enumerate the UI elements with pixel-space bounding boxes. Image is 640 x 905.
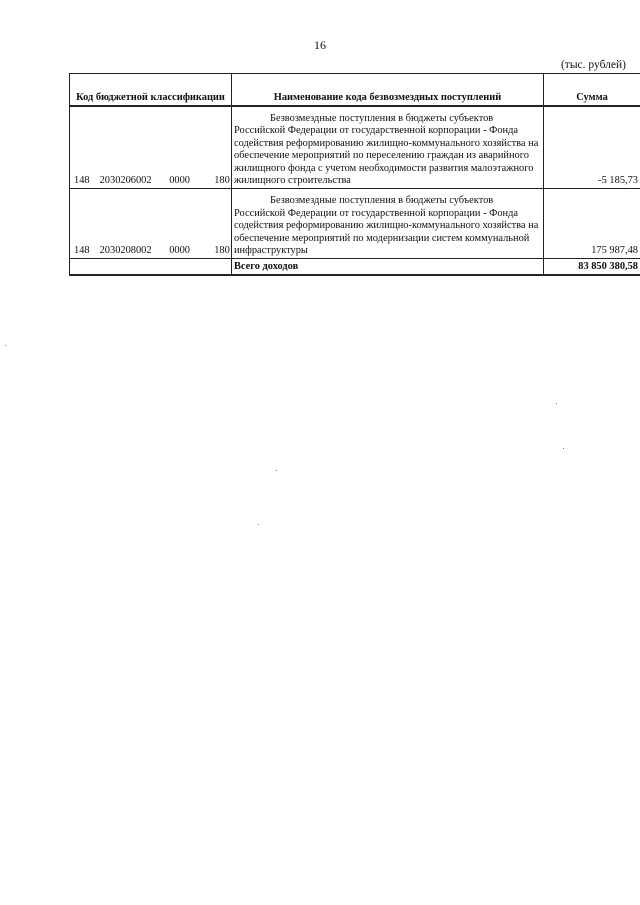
header-name: Наименование кода безвозмездных поступлений (232, 74, 544, 107)
code-type: 2030208002 (99, 245, 152, 257)
table-header-row (70, 74, 640, 107)
total-sum: 83 850 380,58 (544, 259, 640, 276)
code-kosgu: 180 (214, 175, 230, 187)
revenue-name-text: Безвозмездные поступления в бюджеты субъектов Российской Федерации от государственной корпорации - Фонда содействия реформированию жилищно-коммунального хозяйства на обеспечение мероприятий по переселению граждан из аварийного жилищного фонда с учетом необходимости развития малоэтажного жилищного строительства (234, 113, 539, 187)
budget-code-cell (70, 189, 232, 259)
scan-speck (556, 403, 557, 404)
code-program: 0000 (169, 245, 190, 257)
header-sum: Сумма (544, 74, 640, 107)
code-admin: 148 (74, 245, 90, 257)
scan-speck (563, 448, 564, 449)
revenue-name-cell (232, 106, 544, 189)
header-code: Код бюджетной классификации (70, 74, 232, 107)
revenue-sum-cell: -5 185,73 (544, 106, 640, 189)
scan-speck (258, 524, 259, 525)
budget-code-cell (70, 106, 232, 189)
code-admin: 148 (74, 175, 90, 187)
scan-speck (5, 345, 6, 346)
revenue-name-text: Безвозмездные поступления в бюджеты субъектов Российской Федерации от государственной корпорации - Фонда содействия реформированию жилищно-коммунального хозяйства на обеспечение мероприятий по модернизации систем коммунальной инфраструктуры (234, 195, 539, 257)
revenue-sum-cell: 175 987,48 (544, 189, 640, 259)
scan-speck (276, 470, 277, 471)
code-type: 2030206002 (99, 175, 152, 187)
total-label: Всего доходов (232, 259, 544, 276)
total-empty-cell (70, 259, 232, 276)
page-number: 16 (314, 38, 326, 52)
total-row (70, 259, 640, 276)
table-row (70, 106, 640, 189)
revenue-name-cell (232, 189, 544, 259)
code-kosgu: 180 (214, 245, 230, 257)
code-program: 0000 (169, 175, 190, 187)
units-note: (тыс. рублей) (560, 59, 626, 71)
budget-revenue-table (69, 73, 640, 276)
table-row (70, 189, 640, 259)
